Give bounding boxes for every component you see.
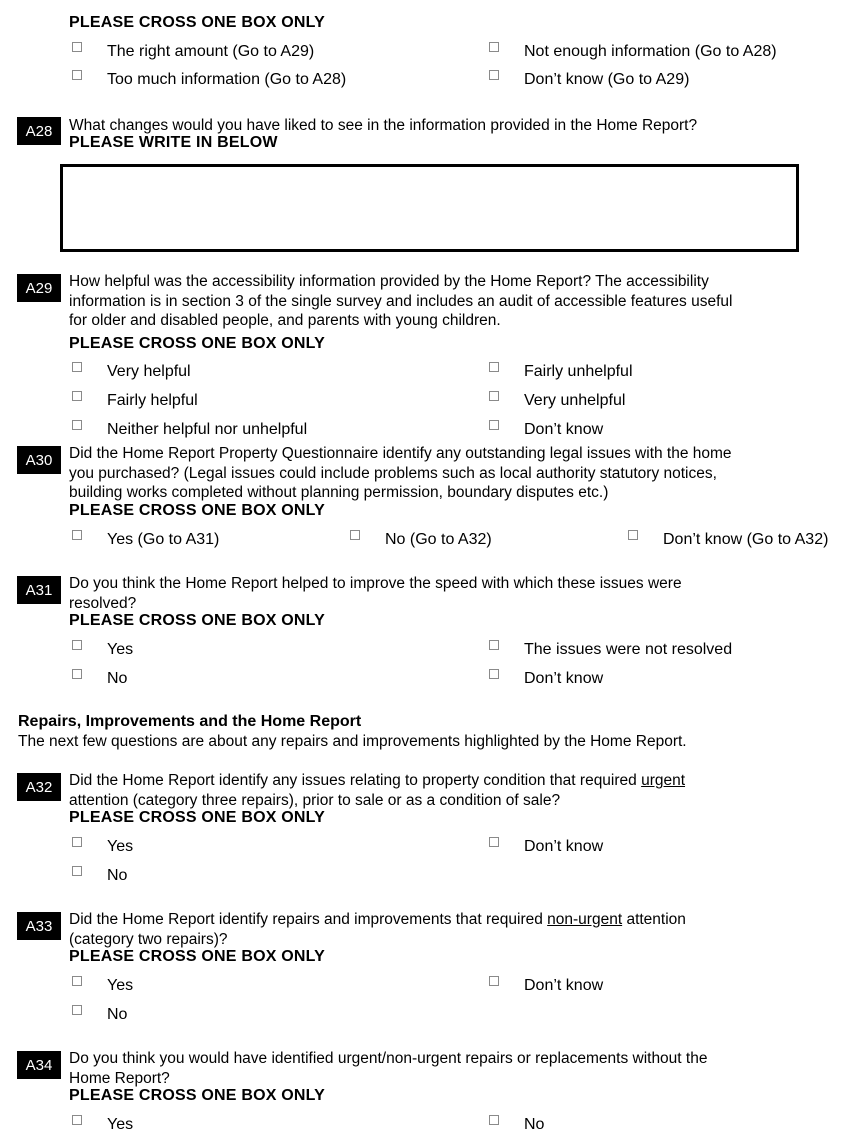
instruction: PLEASE CROSS ONE BOX ONLY bbox=[69, 809, 326, 826]
option-label: No bbox=[107, 670, 128, 687]
checkbox[interactable] bbox=[72, 530, 82, 540]
checkbox[interactable] bbox=[489, 362, 499, 372]
question-line: What changes would you have liked to see in the information provided in the Home Report? bbox=[69, 117, 698, 134]
checkbox[interactable] bbox=[72, 70, 82, 80]
option-label: Not enough information (Go to A28) bbox=[524, 43, 777, 60]
checkbox[interactable] bbox=[489, 70, 499, 80]
instruction: PLEASE CROSS ONE BOX ONLY bbox=[69, 14, 326, 31]
checkbox[interactable] bbox=[72, 1005, 82, 1015]
question-line: Do you think you would have identified urgent/non-urgent repairs or replacements without the bbox=[69, 1050, 708, 1067]
option-label: Yes (Go to A31) bbox=[107, 531, 220, 548]
option-label: Don’t know (Go to A32) bbox=[663, 531, 829, 548]
checkbox[interactable] bbox=[72, 837, 82, 847]
checkbox[interactable] bbox=[72, 42, 82, 52]
option-label: Don’t know bbox=[524, 838, 604, 855]
checkbox[interactable] bbox=[72, 669, 82, 679]
question-line: How helpful was the accessibility information provided by the Home Report? The accessibility bbox=[69, 273, 709, 290]
underlined-word: urgent bbox=[641, 772, 686, 789]
option-label: No bbox=[107, 1006, 128, 1023]
checkbox[interactable] bbox=[489, 391, 499, 401]
option-label: Yes bbox=[107, 838, 134, 855]
checkbox[interactable] bbox=[489, 420, 499, 430]
option-label: Don’t know bbox=[524, 670, 604, 687]
option-label: No (Go to A32) bbox=[385, 531, 492, 548]
instruction: PLEASE CROSS ONE BOX ONLY bbox=[69, 948, 326, 965]
checkbox[interactable] bbox=[72, 362, 82, 372]
option-label: Yes bbox=[107, 1116, 134, 1133]
question-text-a30 bbox=[69, 444, 809, 503]
option-label: Too much information (Go to A28) bbox=[107, 71, 347, 88]
option-label: Yes bbox=[107, 641, 134, 658]
option-label: Very helpful bbox=[107, 363, 191, 380]
question-line: attention (category three repairs), prior to sale or as a condition of sale? bbox=[69, 791, 561, 809]
section-heading: Repairs, Improvements and the Home Report bbox=[18, 713, 362, 730]
instruction: PLEASE CROSS ONE BOX ONLY bbox=[69, 502, 326, 519]
checkbox[interactable] bbox=[72, 391, 82, 401]
option-label: Yes bbox=[107, 977, 134, 994]
question-line: for older and disabled people, and parents with young children. bbox=[69, 312, 501, 329]
option-label: The right amount (Go to A29) bbox=[107, 43, 315, 60]
question-label-a34: A34 bbox=[17, 1051, 61, 1079]
checkbox[interactable] bbox=[489, 669, 499, 679]
option-label: Don’t know bbox=[524, 421, 604, 438]
question-line: (category two repairs)? bbox=[69, 930, 228, 948]
option-label: Fairly unhelpful bbox=[524, 363, 633, 380]
checkbox[interactable] bbox=[489, 640, 499, 650]
option-label: Don’t know (Go to A29) bbox=[524, 71, 690, 88]
checkbox[interactable] bbox=[489, 1115, 499, 1125]
checkbox[interactable] bbox=[72, 1115, 82, 1125]
option-label: Neither helpful nor unhelpful bbox=[107, 421, 308, 438]
instruction: PLEASE CROSS ONE BOX ONLY bbox=[69, 612, 326, 629]
question-text: Did the Home Report identify any issues relating to property condition that required bbox=[69, 772, 642, 789]
option-label: The issues were not resolved bbox=[524, 641, 733, 658]
question-text-a32 bbox=[69, 771, 809, 810]
question-line bbox=[69, 910, 809, 930]
question-label-a30: A30 bbox=[17, 446, 61, 474]
section-intro: The next few questions are about any repairs and improvements highlighted by the Home Report. bbox=[18, 733, 687, 750]
checkbox[interactable] bbox=[72, 640, 82, 650]
option-label: Fairly helpful bbox=[107, 392, 198, 409]
question-line bbox=[69, 771, 809, 791]
option-label: No bbox=[107, 867, 128, 884]
question-label-a28: A28 bbox=[17, 117, 61, 145]
question-label-a29: A29 bbox=[17, 274, 61, 302]
question-label-a31: A31 bbox=[17, 576, 61, 604]
question-text-a28 bbox=[69, 116, 809, 136]
question-line: you purchased? (Legal issues could include problems such as local authority statutory notices, bbox=[69, 464, 717, 482]
question-line: building works completed without planning permission, boundary disputes etc.) bbox=[69, 484, 609, 501]
question-text-a33 bbox=[69, 910, 809, 949]
checkbox[interactable] bbox=[72, 976, 82, 986]
option-label: No bbox=[524, 1116, 545, 1133]
checkbox[interactable] bbox=[72, 420, 82, 430]
instruction: PLEASE CROSS ONE BOX ONLY bbox=[69, 335, 326, 352]
checkbox[interactable] bbox=[489, 837, 499, 847]
checkbox[interactable] bbox=[489, 976, 499, 986]
instruction: PLEASE CROSS ONE BOX ONLY bbox=[69, 1087, 326, 1104]
question-text: attention bbox=[622, 911, 686, 928]
checkbox[interactable] bbox=[489, 42, 499, 52]
question-line: information is in section 3 of the single survey and includes an audit of accessible features useful bbox=[69, 292, 733, 310]
answer-textbox[interactable] bbox=[60, 164, 799, 252]
question-text-a34 bbox=[69, 1049, 809, 1088]
checkbox[interactable] bbox=[72, 866, 82, 876]
question-line: Did the Home Report Property Questionnaire identify any outstanding legal issues with the home bbox=[69, 445, 732, 462]
checkbox[interactable] bbox=[628, 530, 638, 540]
question-label-a32: A32 bbox=[17, 773, 61, 801]
underlined-word: non-urgent bbox=[547, 911, 623, 928]
question-line: Do you think the Home Report helped to improve the speed with which these issues were bbox=[69, 575, 682, 592]
question-text: Did the Home Report identify repairs and improvements that required bbox=[69, 911, 548, 928]
question-line: resolved? bbox=[69, 594, 137, 612]
checkbox[interactable] bbox=[350, 530, 360, 540]
question-text-a29 bbox=[69, 272, 809, 331]
option-label: Don’t know bbox=[524, 977, 604, 994]
question-label-a33: A33 bbox=[17, 912, 61, 940]
question-line: Home Report? bbox=[69, 1069, 170, 1087]
instruction: PLEASE WRITE IN BELOW bbox=[69, 134, 278, 151]
option-label: Very unhelpful bbox=[524, 392, 626, 409]
question-text-a31 bbox=[69, 574, 809, 613]
